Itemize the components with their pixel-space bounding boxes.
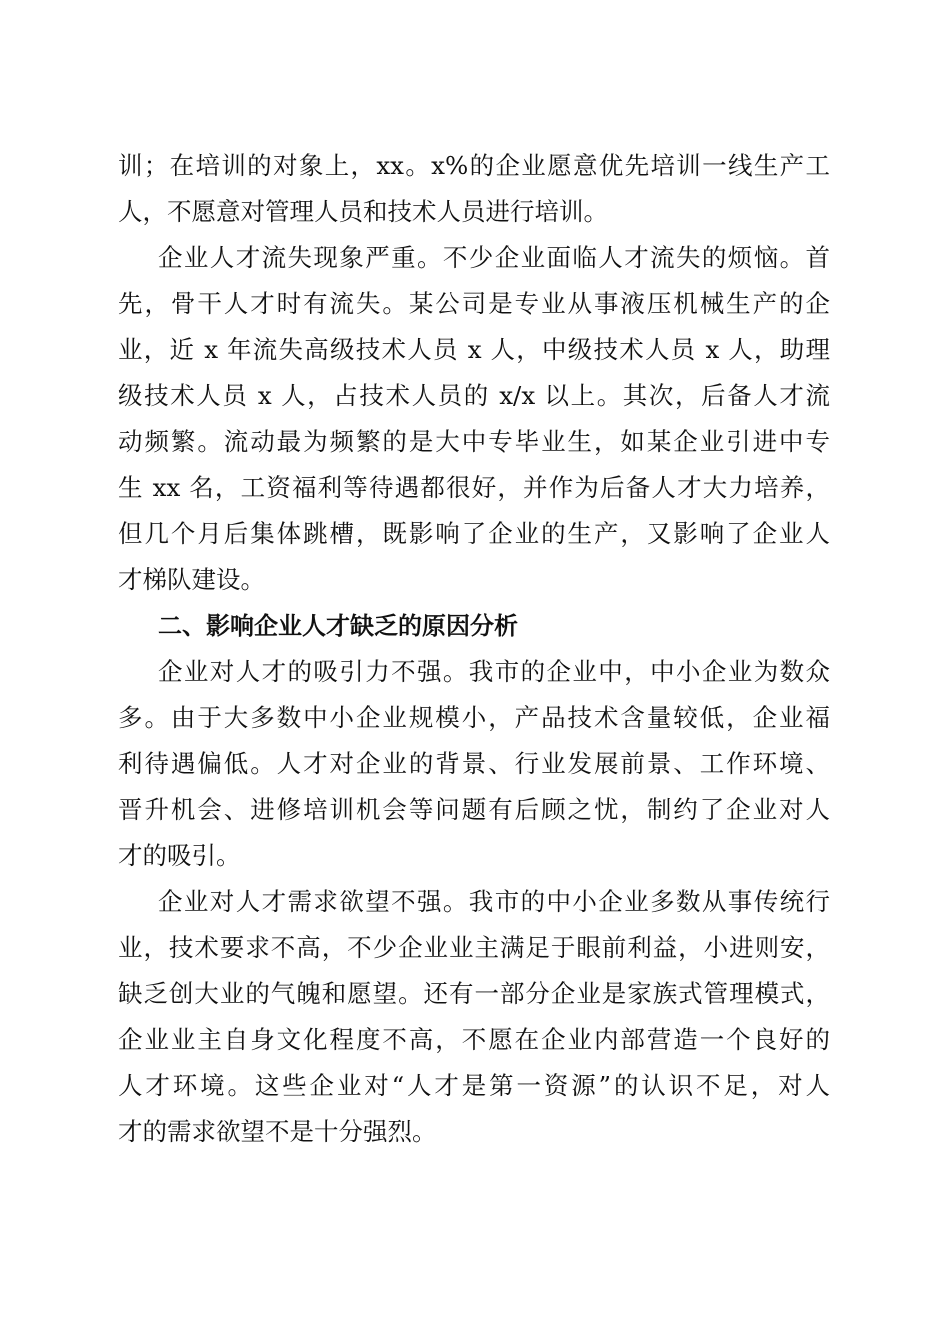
text-line: 业，近 x 年流失高级技术人员 x 人，中级技术人员 x 人，助理 <box>118 335 830 364</box>
text-line: 生 xx 名，工资福利等待遇都很好，并作为后备人才大力培养， <box>118 473 830 502</box>
text-line: 企业业主自身文化程度不高，不愿在企业内部营造一个良好的 <box>118 1025 830 1054</box>
text-line: 人，不愿意对管理人员和技术人员进行培训。 <box>118 197 608 226</box>
text-line: 才梯队建设。 <box>118 565 265 594</box>
text-line: 多。由于大多数中小企业规模小，产品技术含量较低，企业福 <box>118 703 830 732</box>
text-line: 人才环境。这些企业对“人才是第一资源”的认识不足，对人 <box>118 1071 830 1100</box>
text-line: 动频繁。流动最为频繁的是大中专毕业生，如某企业引进中专 <box>118 427 830 456</box>
text-line: 缺乏创大业的气魄和愿望。还有一部分企业是家族式管理模式， <box>118 979 830 1008</box>
text-line: 但几个月后集体跳槽，既影响了企业的生产，又影响了企业人 <box>118 519 830 548</box>
text-line: 级技术人员 x 人，占技术人员的 x/x 以上。其次，后备人才流 <box>118 381 830 410</box>
text-line: 晋升机会、进修培训机会等问题有后顾之忧，制约了企业对人 <box>118 795 830 824</box>
text-line: 利待遇偏低。人才对企业的背景、行业发展前景、工作环境、 <box>118 749 830 778</box>
text-line: 训；在培训的对象上，xx。x%的企业愿意优先培训一线生产工 <box>118 151 830 180</box>
paragraph-start-line: 企业人才流失现象严重。不少企业面临人才流失的烦恼。首 <box>158 243 830 272</box>
text-line: 才的吸引。 <box>118 841 241 870</box>
text-line: 业，技术要求不高，不少企业业主满足于眼前利益，小进则安， <box>118 933 830 962</box>
document-body <box>118 143 830 1155</box>
paragraph-start-line: 企业对人才需求欲望不强。我市的中小企业多数从事传统行 <box>158 887 830 916</box>
section-heading: 二、影响企业人才缺乏的原因分析 <box>158 612 518 640</box>
text-line: 先，骨干人才时有流失。某公司是专业从事液压机械生产的企 <box>118 289 830 318</box>
text-line: 才的需求欲望不是十分强烈。 <box>118 1117 437 1146</box>
paragraph-start-line: 企业对人才的吸引力不强。我市的企业中，中小企业为数众 <box>158 657 830 686</box>
